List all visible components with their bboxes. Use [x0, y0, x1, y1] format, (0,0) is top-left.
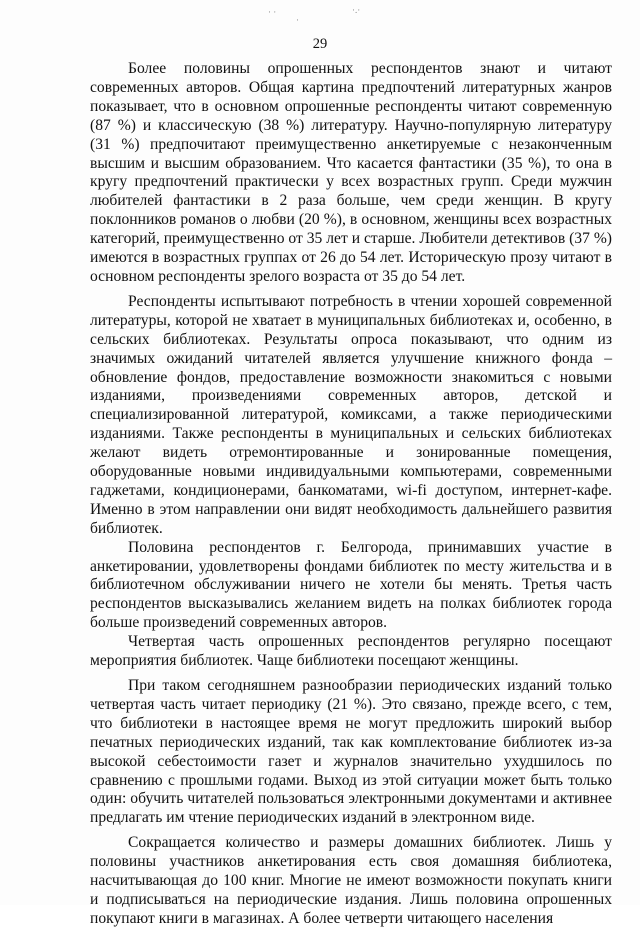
- paragraph-library-needs: Респонденты испытывают потребность в чтении хорошей современной литературы, которой не хватает в муниципальных библиотеках и, особенно, в сельских библиотеках. Результаты опроса показывают, что одним из значимых ожиданий читателей является улучшение книжного фонда – обновление фондов, предоставление возможности знакомиться с новыми изданиями, произведениями современных авторов, детской и специализированной литературой, комиксами, а также периодическими изданиями. Также респонденты в муниципальных и сельских библиотеках желают видеть отремонтированные и зонированные помещения, оборудованные новыми индивидуальными компьютерами, современными гаджетами, кондиционерами, банкоматами, wi-fi доступом, интернет-кафе. Именно в этом направлении они видят необходимость дальнейшего развития библиотек.: [90, 292, 612, 537]
- scan-speck: · ·: [268, 7, 277, 17]
- paragraph-belgorod-respondents: Половина респондентов г. Белгорода, принимавших участие в анкетировании, удовлетворены фондами библиотек по месту жительства и в библиотечном обслуживании ничего не хотели бы менять. Третья часть респондентов высказывались желанием видеть на полках библиотек города больше произведений современных авторов.: [90, 538, 612, 632]
- scan-speck: ·.·: [352, 5, 361, 15]
- paragraph-periodicals: При таком сегодняшнем разнообразии периодических изданий только четвертая часть читает периодику (21 %). Это связано, прежде всего, с тем, что библиотеки в настоящее время не могут предложить широкий выбор печатных периодических изданий, так как комплектование библиотек из-за высокой себестоимости газет и журналов значительно ухудшилось по сравнению с прошлыми годами. Выход из этой ситуации может быть только один: обучить читателей пользоваться электронными документами и активнее предлагать им чтение периодических изданий в электронном виде.: [90, 677, 612, 827]
- body-text: [90, 60, 612, 929]
- paragraph-home-libraries: Сокращается количество и размеры домашних библиотек. Лишь у половины участников анкетирования есть своя домашняя библиотека, насчитывающая до 100 книг. Многие не имеют возможности покупать книги и подписываться на периодические издания. Лишь половина опрошенных покупают книги в магазинах. А более четверти читающего населения: [90, 834, 612, 927]
- paragraph-genre-preferences: Более половины опрошенных респондентов знают и читают современных авторов. Общая картина предпочтений литературных жанров показывает, что в основном опрошенные респонденты читают современную (87 %) и классическую (38 %) литературу. Научно-популярную литературу (31 %) предпочитают преимущественно анкетируемые с незаконченным высшим и высшим образованием. Что касается фантастики (35 %), то она в кругу предпочтений практически у всех возрастных групп. Среди мужчин любителей фантастики в 2 раза больше, чем среди женщин. В кругу поклонников романов о любви (20 %), в основном, женщины всех возрастных категорий, преимущественно от 35 лет и старше. Любители детективов (37 %) имеются в возрастных группах от 26 до 54 лет. Историческую прозу читают в основном респонденты зрелого возраста от 35 до 54 лет.: [90, 60, 612, 285]
- paragraph-event-attendance: Четвертая часть опрошенных респондентов регулярно посещают мероприятия библиотек. Чаще библиотеки посещают женщины.: [90, 633, 612, 670]
- scan-speck: ·: [296, 15, 299, 25]
- page-number: 29: [312, 36, 328, 52]
